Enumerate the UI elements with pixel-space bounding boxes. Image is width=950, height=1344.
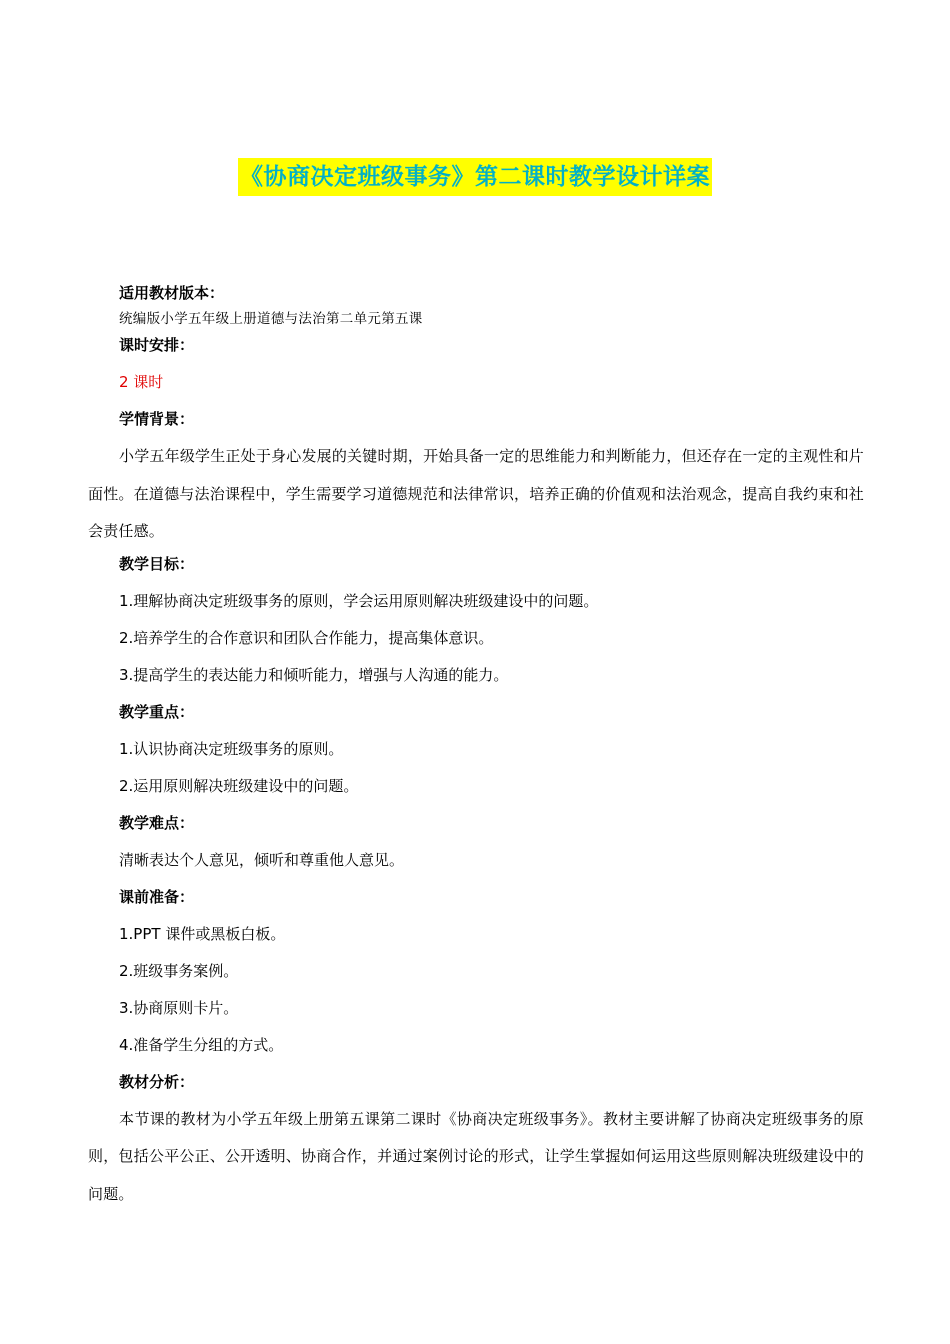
difficulties-text: 清晰表达个人意见，倾听和尊重他人意见。: [119, 850, 405, 869]
preparation-heading: 课前准备：: [119, 887, 195, 906]
schedule-heading: 课时安排：: [119, 336, 195, 354]
background-heading: 学情背景：: [119, 410, 195, 428]
key-point-item: 1.认识协商决定班级事务的原则。: [119, 739, 344, 758]
goal-item: 1.理解协商决定班级事务的原则，学会运用原则解决班级建设中的问题。: [119, 591, 599, 610]
page-title: 《协商决定班级事务》第二课时教学设计详案: [238, 158, 712, 196]
preparation-item: 1.PPT 课件或黑板白板。: [119, 924, 286, 943]
analysis-heading: 教材分析：: [119, 1072, 195, 1091]
key-point-item: 2.运用原则解决班级建设中的问题。: [119, 776, 359, 795]
document-body: [88, 281, 864, 1213]
preparation-item: 2.班级事务案例。: [119, 961, 239, 980]
goal-item: 2.培养学生的合作意识和团队合作能力，提高集体意识。: [119, 628, 494, 647]
title-block: [0, 158, 950, 196]
difficulties-heading: 教学难点：: [119, 813, 195, 832]
preparation-item: 3.协商原则卡片。: [119, 998, 239, 1017]
edition-text: 统编版小学五年级上册道德与法治第二单元第五课: [119, 311, 423, 327]
schedule-text: 2 课时: [119, 373, 164, 391]
edition-heading: 适用教材版本：: [119, 284, 225, 302]
analysis-paragraph: 本节课的教材为小学五年级上册第五课第二课时《协商决定班级事务》。教材主要讲解了协商决定班级事务的原则，包括公平公正、公开透明、协商合作，并通过案例讨论的形式，让学生掌握如何运用这些原则解决班级建设中的问题。: [88, 1109, 864, 1203]
key-points-heading: 教学重点：: [119, 702, 195, 721]
goals-heading: 教学目标：: [119, 554, 195, 573]
preparation-item: 4.准备学生分组的方式。: [119, 1035, 284, 1054]
goal-item: 3.提高学生的表达能力和倾听能力，增强与人沟通的能力。: [119, 665, 509, 684]
background-paragraph: 小学五年级学生正处于身心发展的关键时期，开始具备一定的思维能力和判断能力，但还存在一定的主观性和片面性。在道德与法治课程中，学生需要学习道德规范和法律常识，培养正确的价值观和法治观念，提高自我约束和社会责任感。: [88, 447, 864, 540]
